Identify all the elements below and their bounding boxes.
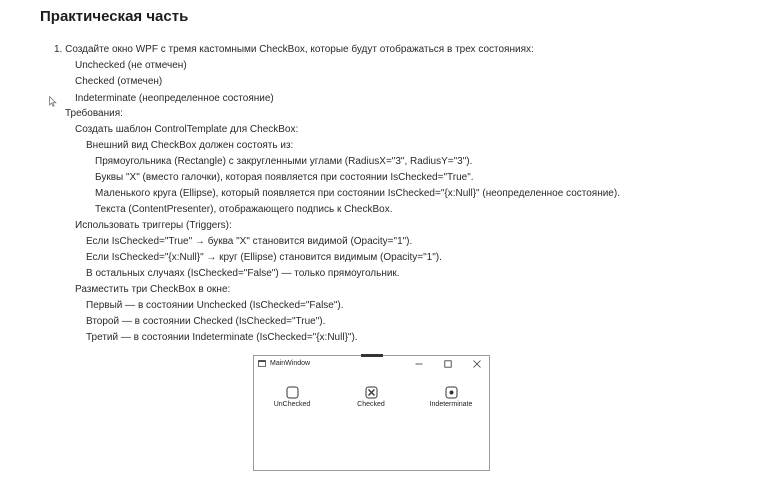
window-title: MainWindow [270, 360, 311, 367]
minimize-icon [415, 360, 423, 368]
maximize-icon [444, 360, 452, 368]
requirement-appearance: Внешний вид CheckBox должен состоять из: [86, 140, 294, 151]
maximize-button[interactable] [441, 358, 455, 369]
page-title: Практическая часть [40, 8, 189, 25]
requirements-heading: Требования: [65, 108, 123, 119]
close-button[interactable] [470, 358, 484, 369]
indeterminate-label: Indeterminate [429, 401, 473, 408]
placement-second: Второй — в состоянии Checked (IsChecked="True"). [86, 316, 326, 327]
requirement-ellipse: Маленького круга (Ellipse), который появляется при состоянии IsChecked="{x:Null}" (неопределенное состояние). [95, 188, 620, 199]
requirement-template: Создать шаблон ControlTemplate для CheckBox: [75, 124, 299, 135]
checked-checkbox[interactable] [365, 386, 378, 399]
placement-third: Третий — в состоянии Indeterminate (IsChecked="{x:Null}"). [86, 332, 358, 343]
state-checked: Checked (отмечен) [75, 76, 163, 87]
requirement-x-letter: Буквы "X" (вместо галочки), которая появляется при состоянии IsChecked="True". [95, 172, 474, 183]
main-window-screenshot [253, 355, 490, 471]
minimize-button[interactable] [412, 358, 426, 369]
requirement-placement: Разместить три CheckBox в окне: [75, 284, 231, 295]
requirement-triggers: Использовать триггеры (Triggers): [75, 220, 232, 231]
state-unchecked: Unchecked (не отмечен) [75, 60, 187, 71]
indeterminate-checkbox[interactable] [445, 386, 458, 399]
trigger-true: Если IsChecked="True" → буква "X" становится видимой (Opacity="1"). [86, 236, 413, 247]
trigger-false: В остальных случаях (IsChecked="False") — только прямоугольник. [86, 268, 400, 279]
dot-icon [450, 391, 454, 395]
state-indeterminate: Indeterminate (неопределенное состояние) [75, 93, 274, 104]
placement-first: Первый — в состоянии Unchecked (IsChecked="False"). [86, 300, 344, 311]
unchecked-label: UnChecked [273, 401, 311, 408]
window-grip [361, 354, 383, 357]
requirement-content: Текста (ContentPresenter), отображающего подпись к CheckBox. [95, 204, 393, 215]
trigger-null: Если IsChecked="{x:Null}" → круг (Ellipse) становится видимым (Opacity="1"). [86, 252, 442, 263]
unchecked-checkbox[interactable] [286, 386, 299, 399]
task-intro: 1. Создайте окно WPF с тремя кастомными CheckBox, которые будут отображаться в трех состояниях: [54, 44, 534, 55]
requirement-rectangle: Прямоугольника (Rectangle) с закругленными углами (RadiusX="3", RadiusY="3"). [95, 156, 473, 167]
app-icon [258, 360, 266, 367]
close-icon [473, 360, 481, 368]
checked-label: Checked [357, 401, 385, 408]
mouse-cursor-icon [49, 96, 57, 107]
